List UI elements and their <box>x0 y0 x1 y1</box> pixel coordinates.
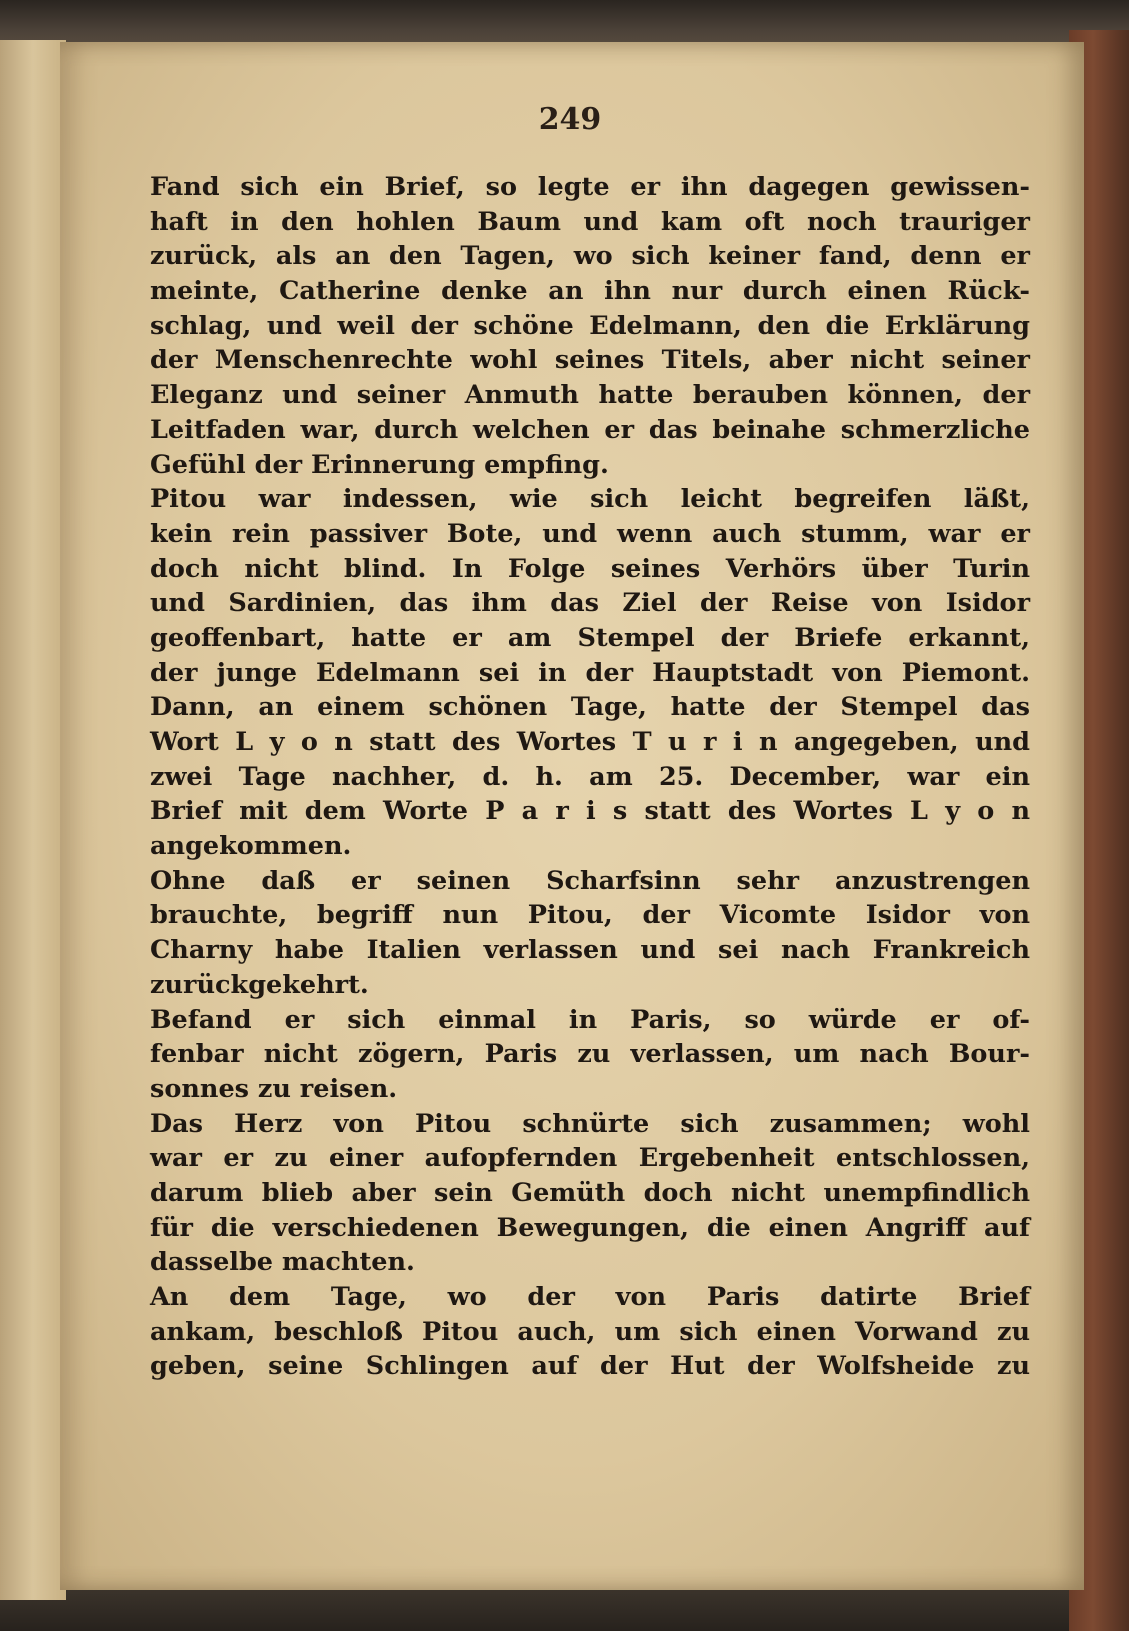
text-line: zurückgekehrt. <box>150 969 369 1000</box>
text-line: Gefühl der Erinnerung empfing. <box>150 449 609 480</box>
text-line: ankam, beschloß Pitou auch, um sich einen Vorwand zu <box>150 1316 1030 1347</box>
text-line: meinte, Catherine denke an ihn nur durch einen Rück- <box>150 276 1030 307</box>
text-line: geoffenbart, hatte er am Stempel der Briefe erkannt, <box>150 622 1030 653</box>
text-line: und Sardinien, das ihm das Ziel der Reise von Isidor <box>150 588 1030 619</box>
page-number: 249 <box>538 102 602 137</box>
text-line: war er zu einer aufopfernden Ergebenheit entschlossen, <box>150 1143 1030 1174</box>
body-text <box>150 170 1030 1384</box>
book-page <box>60 42 1084 1590</box>
text-line: Fand sich ein Brief, so legte er ihn dagegen gewissen- <box>150 172 1030 202</box>
text-line: darum blieb aber sein Gemüth doch nicht unempfindlich <box>150 1177 1030 1208</box>
text-line: Eleganz und seiner Anmuth hatte berauben können, der <box>150 380 1030 411</box>
text-line: Befand er sich einmal in Paris, so würde er of- <box>150 1004 1030 1035</box>
text-line: zurück, als an den Tagen, wo sich keiner fand, denn er <box>150 241 1030 272</box>
text-line: brauchte, begriff nun Pitou, der Vicomte Isidor von <box>150 900 1030 931</box>
text-line: Wort L y o n statt des Wortes T u r i n angegeben, und <box>150 727 1030 757</box>
text-line: kein rein passiver Bote, und wenn auch stumm, war er <box>150 518 1030 549</box>
text-line: Leitfaden war, durch welchen er das beinahe schmerzliche <box>150 414 1030 445</box>
facing-page-edge <box>0 40 66 1600</box>
text-line: schlag, und weil der schöne Edelmann, den die Erklärung <box>150 310 1030 341</box>
text-line: doch nicht blind. In Folge seines Verhörs über Turin <box>150 553 1030 584</box>
text-line: fenbar nicht zögern, Paris zu verlassen, um nach Bour- <box>150 1039 1030 1070</box>
text-line: Das Herz von Pitou schnürte sich zusammen; wohl <box>150 1108 1030 1139</box>
text-line: zwei Tage nachher, d. h. am 25. December, war ein <box>150 761 1030 792</box>
text-line: sonnes zu reisen. <box>150 1073 398 1104</box>
text-line: Dann, an einem schönen Tage, hatte der Stempel das <box>150 692 1030 723</box>
text-line: An dem Tage, wo der von Paris datirte Brief <box>150 1282 1030 1312</box>
text-line: für die verschiedenen Bewegungen, die einen Angriff auf <box>150 1212 1030 1243</box>
text-line: der junge Edelmann sei in der Hauptstadt von Piemont. <box>150 657 1030 688</box>
text-line: haft in den hohlen Baum und kam oft noch trauriger <box>150 206 1030 237</box>
text-line: geben, seine Schlingen auf der Hut der Wolfsheide zu <box>150 1351 1030 1382</box>
text-line: der Menschenrechte wohl seines Titels, aber nicht seiner <box>150 345 1030 376</box>
text-line: Pitou war indessen, wie sich leicht begreifen läßt, <box>150 484 1030 515</box>
text-line: angekommen. <box>150 831 352 862</box>
text-line: Brief mit dem Worte P a r i s statt des Wortes L y o n <box>150 796 1030 827</box>
text-line: dasselbe machten. <box>150 1247 415 1278</box>
text-line: Charny habe Italien verlassen und sei nach Frankreich <box>150 935 1030 966</box>
text-line: Ohne daß er seinen Scharfsinn sehr anzustrengen <box>150 865 1030 896</box>
